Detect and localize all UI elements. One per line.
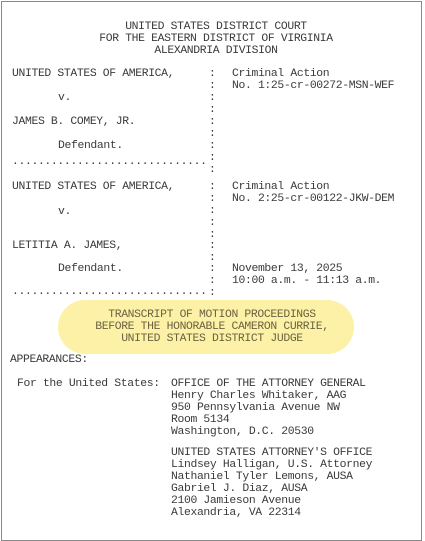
colon-mark: : [209, 104, 216, 116]
colon-mark: : [209, 92, 216, 104]
transcript-title: TRANSCRIPT OF MOTION PROCEEDINGS [108, 309, 316, 321]
case2-defendant-label: Defendant. [58, 263, 123, 275]
colon-mark: : [209, 116, 216, 128]
hearing-time: 10:00 a.m. - 11:13 a.m. [232, 275, 382, 287]
colon-mark: : [209, 140, 216, 152]
colon-mark: : [209, 263, 216, 275]
case1-plaintiff: UNITED STATES OF AMERICA, [12, 68, 175, 80]
colon-mark: : [209, 229, 216, 241]
office1-line: Washington, D.C. 20530 [171, 426, 314, 438]
case1-case-number: No. 1:25-cr-00272-MSN-WEF [232, 80, 395, 92]
judge-line: BEFORE THE HONORABLE CAMERON CURRIE, [95, 321, 329, 333]
court-name: UNITED STATES DISTRICT COURT [125, 21, 307, 33]
court-district: FOR THE EASTERN DISTRICT OF VIRGINIA [99, 33, 333, 45]
colon-mark: : [209, 128, 216, 140]
separator-line: .............................. [12, 156, 207, 168]
case2-action-label: Criminal Action [232, 181, 330, 193]
case1-versus: v. [58, 92, 71, 104]
colon-mark: : [209, 164, 216, 176]
colon-mark: : [209, 181, 216, 193]
office1-line: Henry Charles Whitaker, AAG [171, 390, 347, 402]
separator-line: .............................. [12, 286, 207, 298]
colon-mark: : [209, 152, 216, 164]
case2-case-number: No. 2:25-cr-00122-JKW-DEM [232, 193, 395, 205]
colon-mark: : [209, 287, 216, 299]
office1-name: OFFICE OF THE ATTORNEY GENERAL [171, 378, 366, 390]
colon-mark: : [209, 275, 216, 287]
case2-plaintiff: UNITED STATES OF AMERICA, [12, 181, 175, 193]
office2-line: Lindsey Halligan, U.S. Attorney [171, 459, 373, 471]
hearing-date: November 13, 2025 [232, 263, 343, 275]
colon-mark: : [209, 68, 216, 80]
office2-line: Gabriel J. Diaz, AUSA [171, 483, 308, 495]
colon-mark: : [209, 252, 216, 264]
judge-title: UNITED STATES DISTRICT JUDGE [121, 333, 303, 345]
court-division: ALEXANDRIA DIVISION [154, 45, 278, 57]
case1-defendant-name: JAMES B. COMEY, JR. [12, 116, 136, 128]
office2-line: Alexandria, VA 22314 [171, 507, 301, 519]
colon-mark: : [209, 80, 216, 92]
office2-line: Nathaniel Tyler Lemons, AUSA [171, 471, 353, 483]
case2-defendant-name: LETITIA A. JAMES, [12, 240, 123, 252]
appearances-heading: APPEARANCES: [10, 354, 88, 366]
office1-line: Room 5134 [171, 414, 230, 426]
colon-mark: : [209, 217, 216, 229]
case2-versus: v. [58, 206, 71, 218]
colon-mark: : [209, 205, 216, 217]
case1-action-label: Criminal Action [232, 68, 330, 80]
office2-line: 2100 Jamieson Avenue [171, 495, 301, 507]
office2-name: UNITED STATES ATTORNEY'S OFFICE [171, 447, 373, 459]
case1-defendant-label: Defendant. [58, 140, 123, 152]
office1-line: 950 Pennsylvania Avenue NW [171, 402, 340, 414]
colon-mark: : [209, 193, 216, 205]
colon-mark: : [209, 240, 216, 252]
party-label: For the United States: [17, 378, 160, 390]
